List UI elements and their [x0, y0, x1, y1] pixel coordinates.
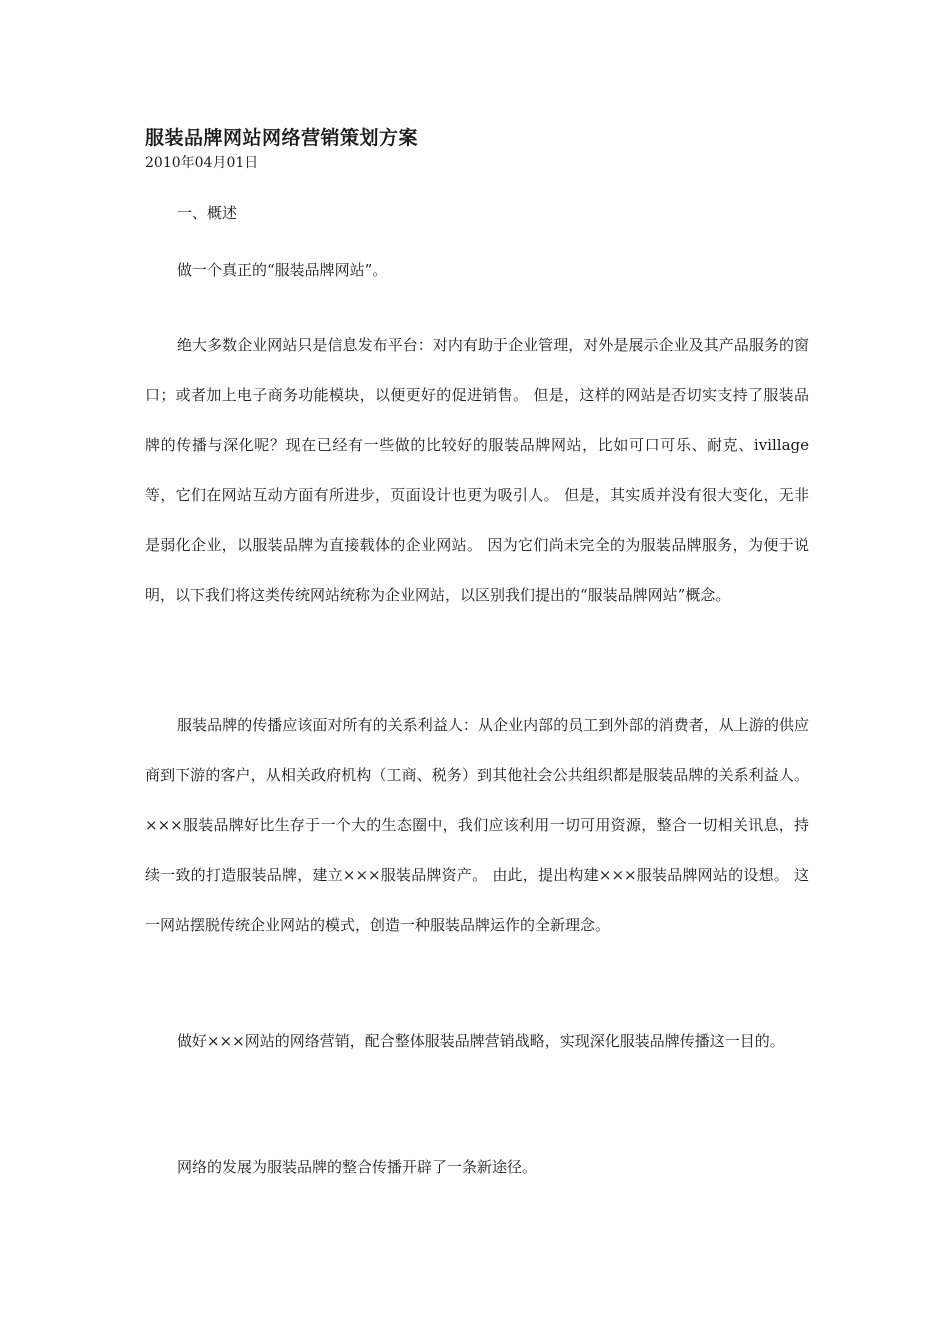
- paragraph: 做好×××网站的网络营销，配合整体服装品牌营销战略，实现深化服装品牌传播这一目的。: [177, 1032, 785, 1050]
- document-date: 2010年04月01日: [145, 155, 259, 171]
- paragraph: 做一个真正的“服装品牌网站”。: [177, 261, 388, 279]
- paragraph: 绝大多数企业网站只是信息发布平台：对内有助于企业管理，对外是展示企业及其产品服务的窗口；或者加上电子商务功能模块，以便更好的促进销售。 但是，这样的网站是否切实支持了服装品牌的传播与深化呢？现在已经有一些做的比较好的服装品牌网站，比如可口可乐、耐克、ivillage等，它们在网站互动方面有所进步，页面设计也更为吸引人。 但是，其实质并没有很大变化，无非是弱化企业，以服装品牌为直接载体的企业网站。 因为它们尚未完全的为服装品牌服务，为便于说明，以下我们将这类传统网站统称为企业网站，以区别我们提出的“服装品牌网站”概念。: [145, 336, 809, 604]
- document-title: 服装品牌网站网络营销策划方案: [145, 127, 419, 149]
- paragraph: 服装品牌的传播应该面对所有的关系利益人：从企业内部的员工到外部的消费者，从上游的供应商到下游的客户，从相关政府机构（工商、税务）到其他社会公共组织都是服装品牌的关系利益人。 ×××服装品牌好比生存于一个大的生态圈中，我们应该利用一切可用资源，整合一切相关讯息，持续一致的打造服装品牌，建立×××服装品牌资产。 由此，提出构建×××服装品牌网站的设想。 这一网站摆脱传统企业网站的模式，创造一种服装品牌运作的全新理念。: [145, 716, 809, 934]
- section-heading: 一、概述: [177, 204, 238, 222]
- paragraph: 网络的发展为服装品牌的整合传播开辟了一条新途径。: [177, 1158, 538, 1176]
